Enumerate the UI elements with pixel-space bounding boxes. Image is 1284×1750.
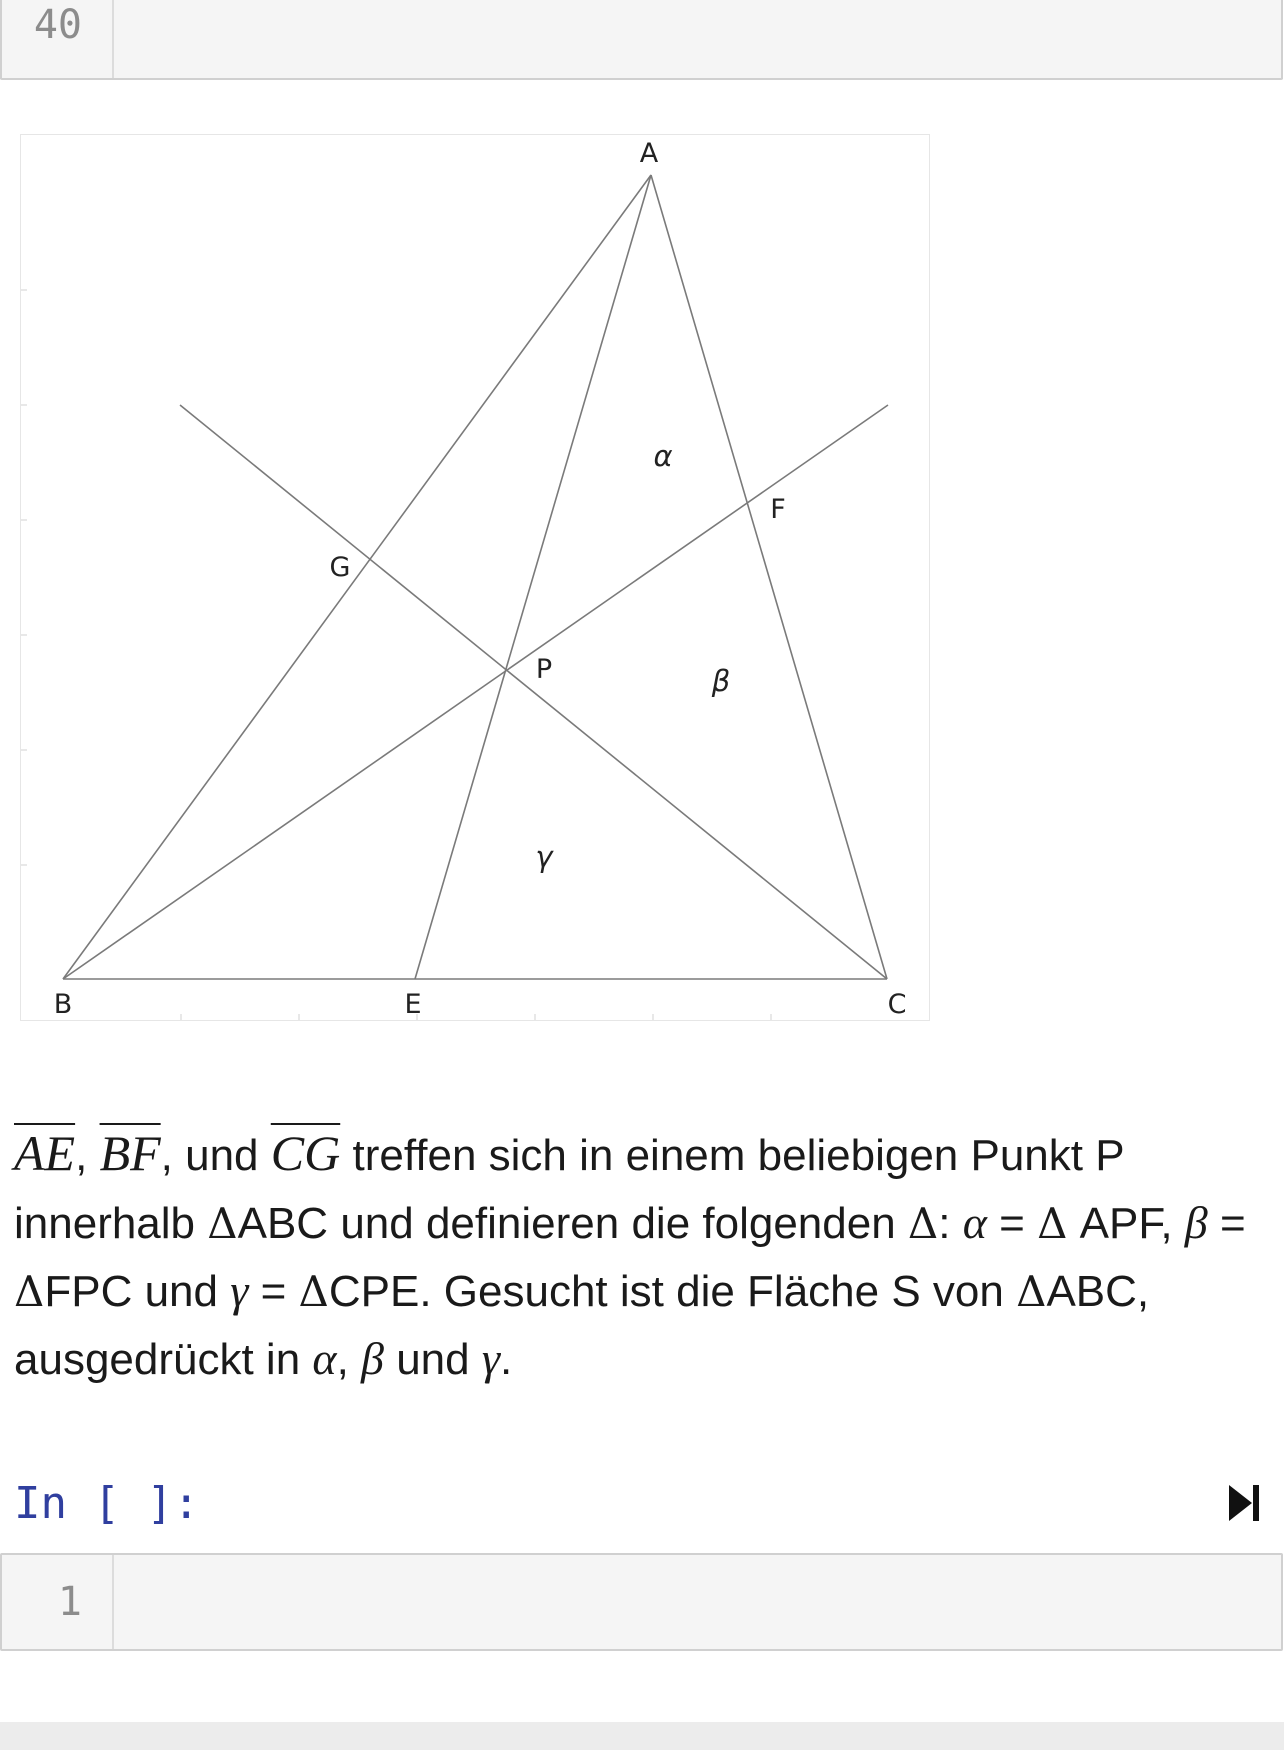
side-ab bbox=[63, 175, 651, 979]
problem-text: treffen sich in einem beliebigen Punkt P innerhalb bbox=[14, 1131, 1124, 1248]
triangle-figure bbox=[20, 134, 930, 1021]
label-b: B bbox=[53, 989, 73, 1020]
code-input-cell[interactable] bbox=[0, 1553, 1283, 1651]
segment-bf bbox=[63, 405, 888, 979]
run-cell-icon bbox=[1226, 1481, 1262, 1525]
label-alpha: α bbox=[653, 439, 673, 473]
label-a: A bbox=[639, 138, 659, 169]
problem-text: ABC, ausgedrückt in bbox=[14, 1267, 1150, 1384]
code-cell-previous[interactable] bbox=[0, 0, 1283, 80]
input-prompt: In [ ]: bbox=[14, 1478, 200, 1529]
problem-statement bbox=[14, 1120, 1264, 1393]
problem-text: CPE. Gesucht ist die Fläche S von bbox=[328, 1267, 1004, 1316]
problem-text: und definieren die folgenden bbox=[340, 1199, 896, 1248]
line-gutter bbox=[2, 0, 114, 78]
segment-cg bbox=[180, 405, 887, 979]
triangle-diagram bbox=[21, 135, 929, 1020]
line-number: 1 bbox=[57, 1579, 82, 1625]
label-f: F bbox=[770, 494, 786, 525]
equals-sign: = bbox=[260, 1267, 287, 1316]
separator: , und bbox=[160, 1131, 259, 1180]
label-e: E bbox=[404, 989, 422, 1020]
problem-text: und bbox=[396, 1335, 470, 1384]
delta-symbol: Δ bbox=[907, 1199, 939, 1248]
triangle-name: FPC und bbox=[44, 1267, 218, 1316]
segment-ae bbox=[415, 175, 651, 979]
equals-sign: = bbox=[999, 1199, 1025, 1248]
triangle-name: ABC bbox=[237, 1199, 329, 1248]
run-cell-button[interactable] bbox=[1226, 1481, 1262, 1525]
triangle-name: APF, bbox=[1079, 1199, 1173, 1248]
segment-ae-name: $\overline{AE}$ bbox=[14, 1125, 76, 1181]
label-g: G bbox=[329, 552, 351, 583]
delta-symbol: Δ bbox=[298, 1267, 329, 1316]
label-p: P bbox=[535, 654, 553, 685]
footer-bar bbox=[0, 1722, 1284, 1750]
alpha-symbol: α bbox=[962, 1197, 987, 1248]
comma: , bbox=[336, 1335, 349, 1384]
beta-symbol: β bbox=[1184, 1197, 1208, 1248]
alpha-symbol: α bbox=[312, 1333, 337, 1384]
gamma-symbol: γ bbox=[481, 1333, 500, 1384]
delta-symbol: Δ bbox=[1037, 1199, 1068, 1248]
separator: , bbox=[75, 1131, 88, 1180]
segment-cg-name: $\overline{CG}$ bbox=[270, 1125, 341, 1181]
delta-symbol: Δ bbox=[14, 1267, 45, 1316]
delta-symbol: Δ bbox=[1016, 1267, 1047, 1316]
label-beta: β bbox=[711, 664, 731, 698]
label-gamma: γ bbox=[535, 840, 553, 874]
equals-sign: = bbox=[1219, 1199, 1246, 1248]
line-gutter bbox=[2, 1555, 114, 1649]
segment-bf-name: $\overline{BF}$ bbox=[99, 1125, 161, 1181]
side-ac bbox=[651, 175, 887, 979]
beta-symbol: β bbox=[361, 1333, 384, 1384]
line-number: 40 bbox=[33, 2, 82, 48]
gamma-symbol: γ bbox=[230, 1265, 249, 1316]
delta-symbol: Δ bbox=[207, 1199, 238, 1248]
period: . bbox=[499, 1335, 513, 1384]
label-c: C bbox=[887, 989, 907, 1020]
colon: : bbox=[938, 1199, 951, 1248]
